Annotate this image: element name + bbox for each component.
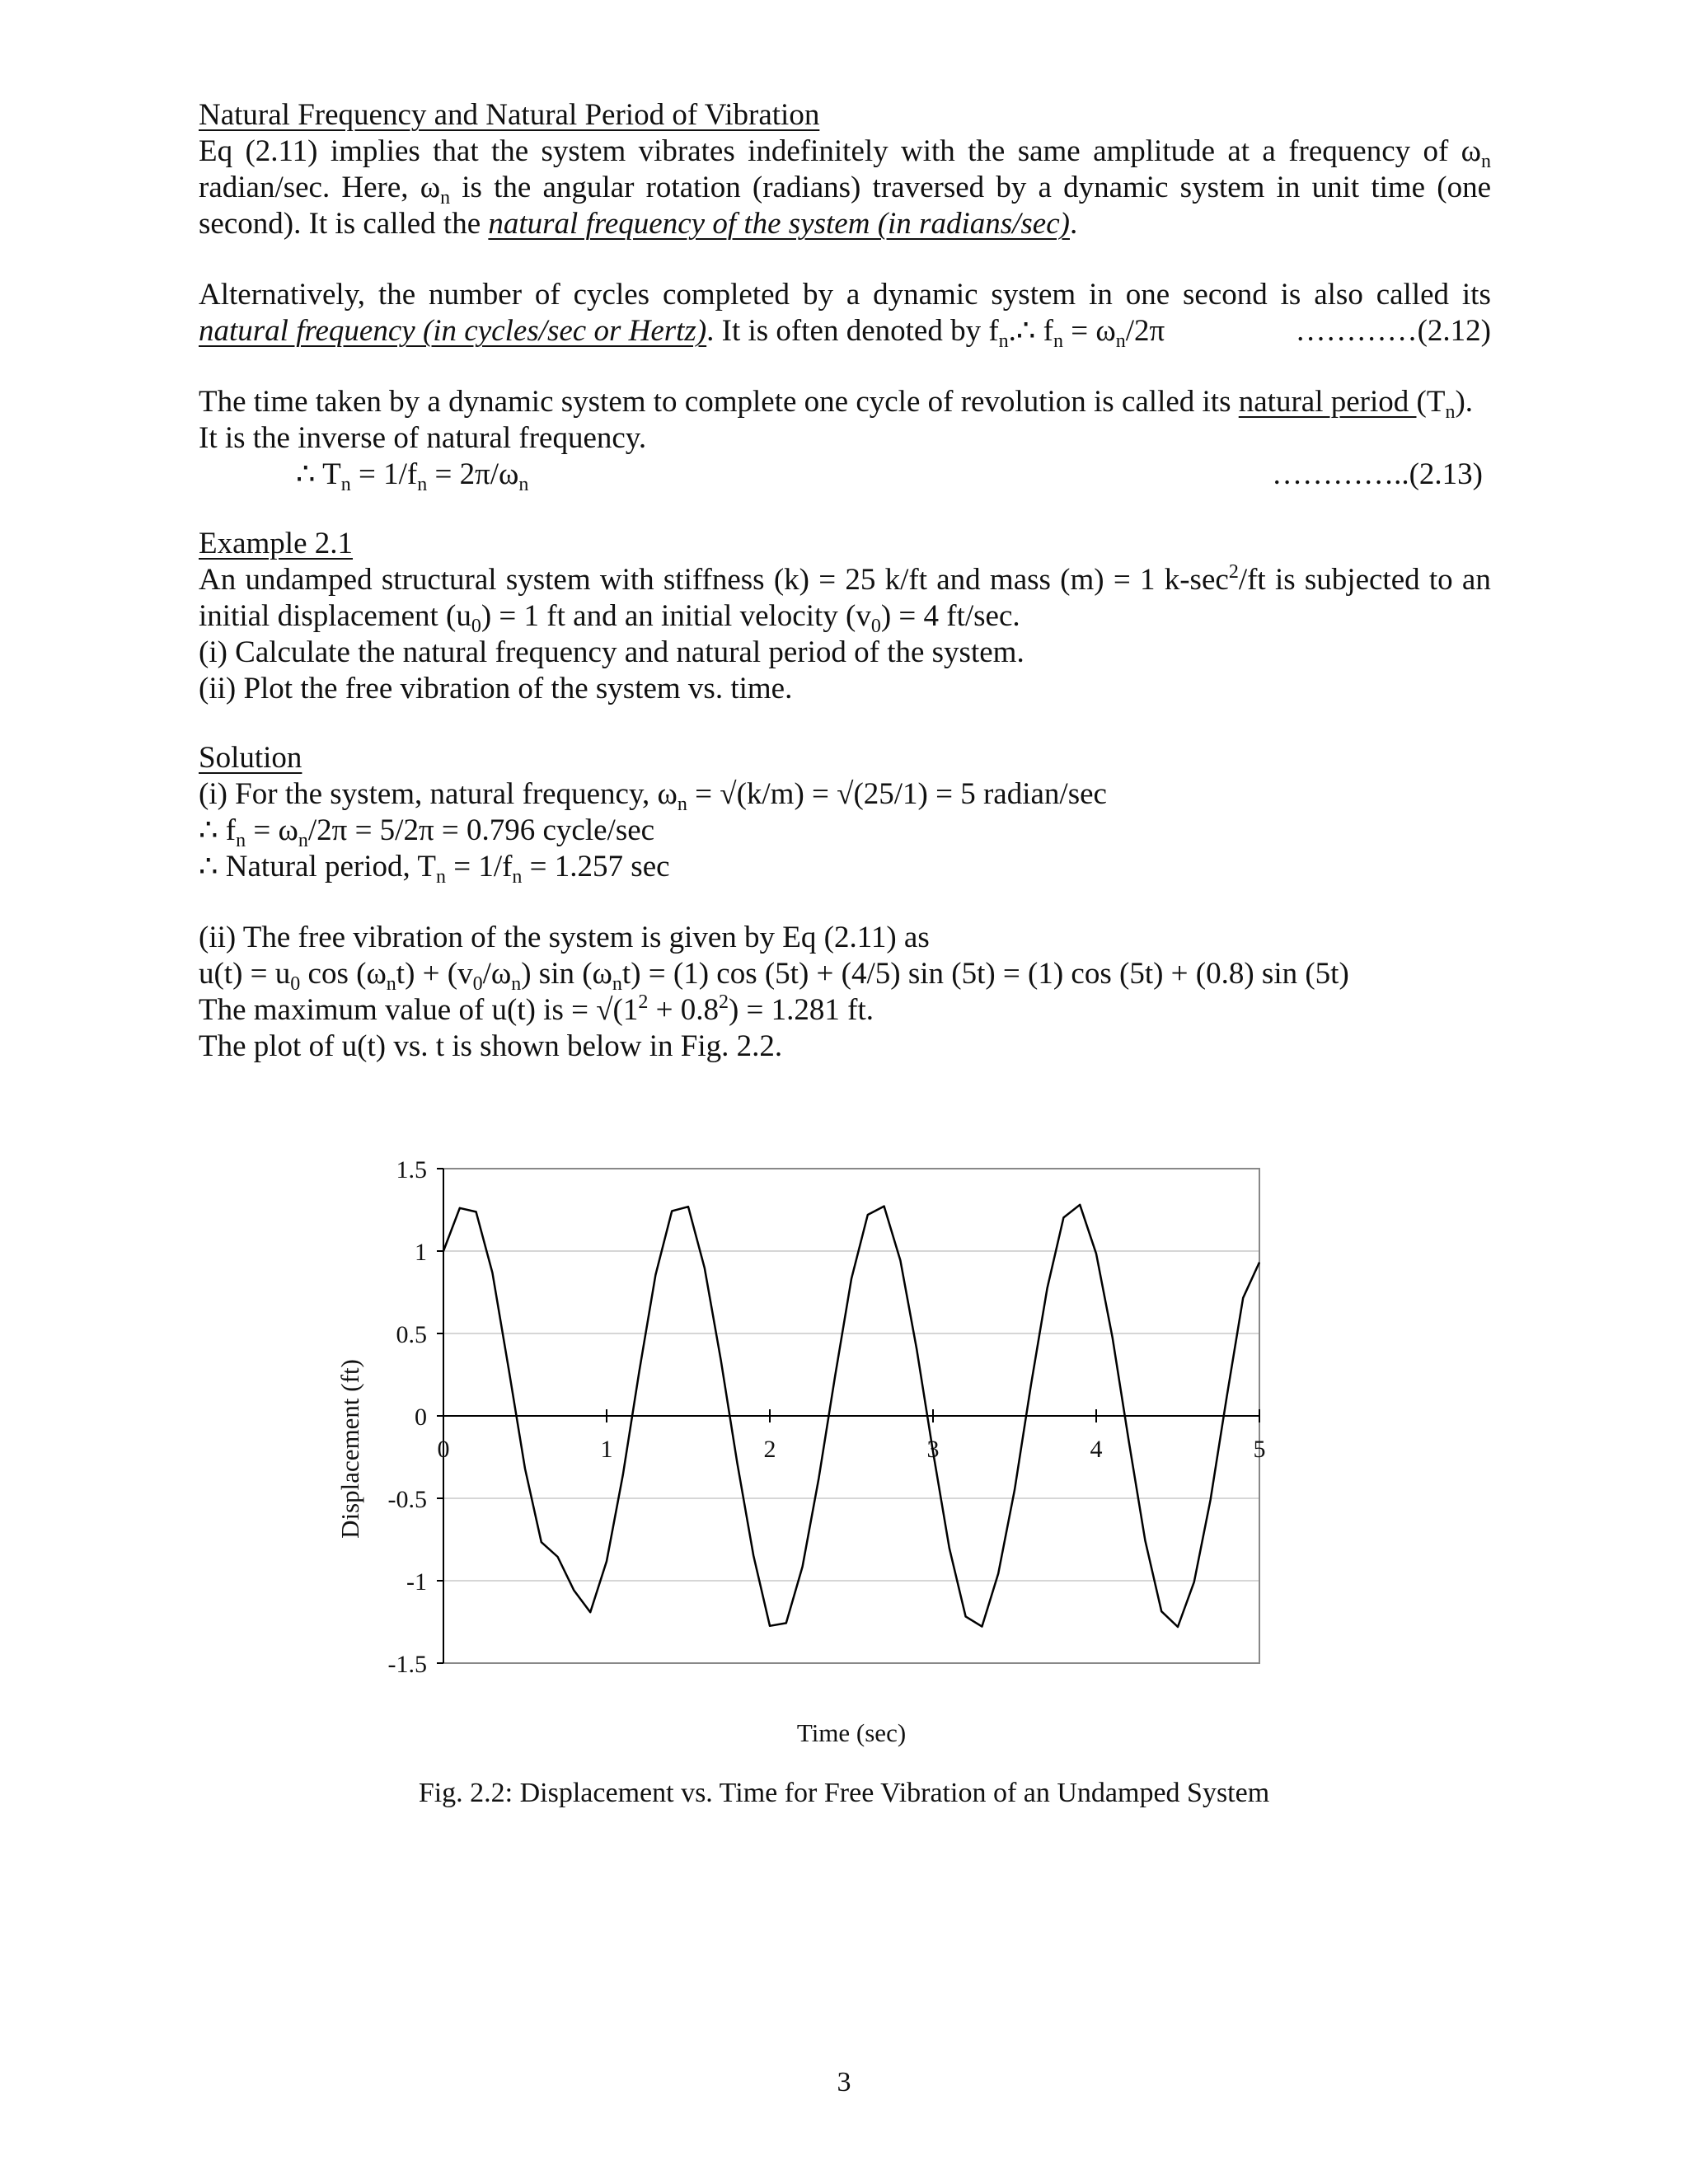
x-tick-label: 4 — [1090, 1436, 1103, 1463]
p3-line1: The time taken by a dynamic system to complete one cycle of revolution is called its natural period $(T_n)$. — [199, 385, 1474, 423]
y-tick-label: -1.5 — [387, 1651, 427, 1678]
solution-line1: (i) For the system, natural frequency, $\omega_n = √(k/m) = √(25/1) = 5$ radian/sec — [199, 777, 1107, 815]
equation-number-2-12: …………(2.12) — [1295, 314, 1491, 348]
y-tick-label: 1 — [415, 1239, 427, 1266]
example-line2: initial displacement $(u_0) = 1$ ft and an initial velocity $(v_0) = 4$ ft/sec. — [199, 599, 1020, 637]
example-line3: (i) Calculate the natural frequency and natural period of the system. — [199, 635, 1025, 669]
x-tick-label: 5 — [1253, 1436, 1266, 1463]
y-tick-label: 0 — [415, 1404, 427, 1431]
equation-2-13: ∴ $T_n = 1/f_n = 2\pi/\omega_n$ …………..(2.13) — [296, 457, 1483, 495]
equation-number-2-13: …………..(2.13) — [1272, 457, 1483, 491]
p1-line3: second). It is called the natural frequency of the system (in radians/sec). — [199, 207, 1078, 241]
page-number: 3 — [837, 2067, 851, 2097]
figure-caption: Fig. 2.2: Displacement vs. Time for Free Vibration of an Undamped System — [418, 1778, 1270, 1808]
solution-line4: (ii) The free vibration of the system is given by Eq (2.11) as — [199, 921, 930, 954]
p2-line1: Alternatively, the number of cycles completed by a dynamic system in one second is also called its — [199, 278, 1491, 312]
x-tick-label: 0 — [437, 1436, 450, 1463]
example-heading: Example 2.1 — [199, 527, 354, 560]
example-line4: (ii) Plot the free vibration of the system vs. time. — [199, 672, 793, 705]
y-tick-label: 1.5 — [396, 1156, 427, 1183]
x-tick-label: 3 — [926, 1436, 940, 1463]
solution-heading: Solution — [199, 741, 302, 775]
x-tick-label: 2 — [763, 1436, 776, 1463]
y-tick-label: -1 — [406, 1568, 427, 1596]
solution-line3: ∴ Natural period, $T_n = 1/f_n = 1.257$ sec — [199, 850, 670, 888]
p1-line1: Eq (2.11) implies that the system vibrates indefinitely with the same amplitude at a frequency of $\omega_n$ — [199, 134, 1491, 172]
solution-line5: $u(t) = u_0$ $\cos (\omega_nt) + (v_0/\omega_n)$ $\sin (\omega_nt) = (1)$ cos (5t) + (4/5) sin (5t) = (1) cos (5t) + (0.8) sin (5t) — [199, 957, 1349, 995]
displacement-time-chart — [313, 1141, 1286, 1768]
solution-line2: ∴ $f_n = \omega_n/2\pi = 5/2\pi = 0.796$ cycle/sec — [199, 813, 655, 851]
y-axis-title: Displacement (ft) — [335, 1359, 364, 1539]
x-tick-label: 1 — [600, 1436, 613, 1463]
section-heading: Natural Frequency and Natural Period of Vibration — [199, 98, 820, 132]
solution-line7: The plot of u(t) vs. t is shown below in Fig. 2.2. — [199, 1029, 783, 1063]
x-axis-title: Time (sec) — [796, 1718, 907, 1747]
p1-line2: radian/sec. Here, $\omega_n$ is the angular rotation (radians) traversed by a dynamic system in unit time (one — [199, 171, 1491, 209]
p3-line2: It is the inverse of natural frequency. — [199, 421, 647, 455]
y-tick-label: 0.5 — [396, 1321, 427, 1348]
p2-line2: natural frequency (in cycles/sec or Hertz). It is often denoted by $f_n.\therefore$ $f_n = \omega_n/2\pi$ …………(2.12) — [199, 314, 1491, 352]
solution-line6: The maximum value of u(t) is = $√(1^2 + 0.8^2) = 1.281$ ft. — [199, 991, 874, 1027]
example-line1: An undamped structural system with stiffness (k) = 25 k/ft and mass (m) = 1 $k-\sec^2/ft$ is subjected to an — [199, 561, 1491, 597]
y-tick-label: -0.5 — [387, 1486, 427, 1513]
